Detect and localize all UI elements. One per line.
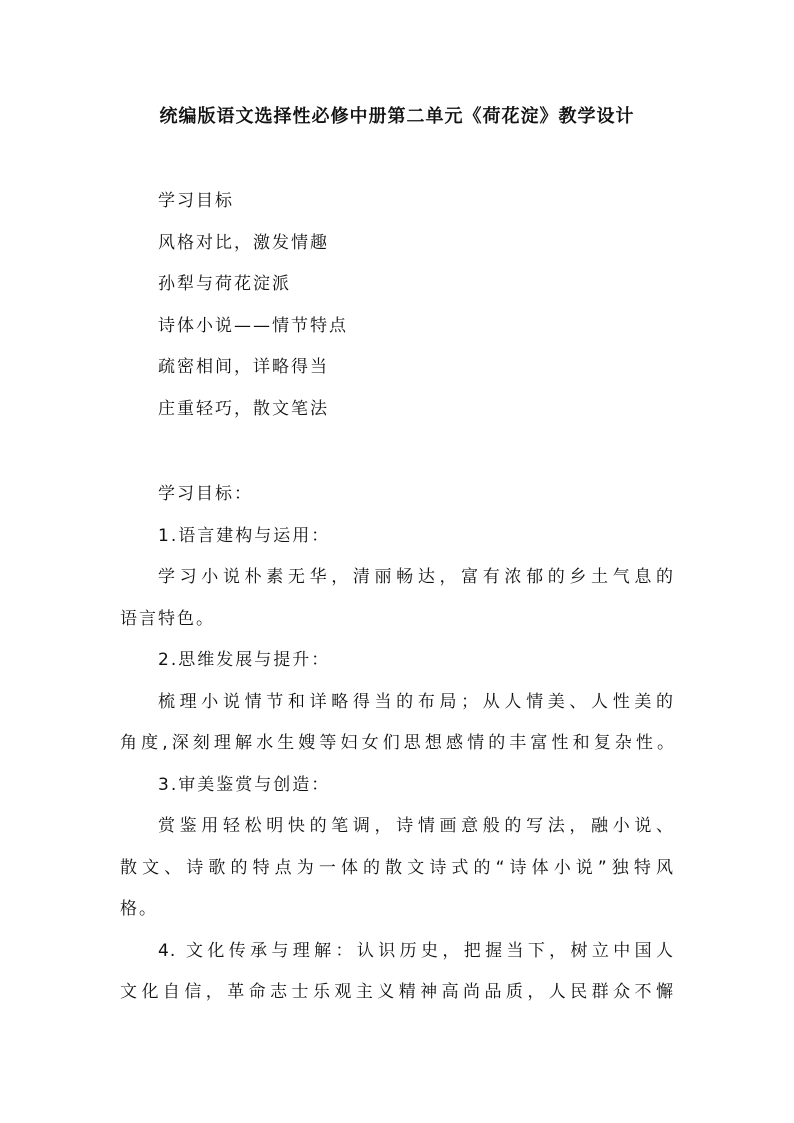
outline-item: 诗体小说——情节特点 — [158, 316, 348, 336]
paragraph-line: 格。 — [120, 899, 158, 919]
outline-item: 风格对比，激发情趣 — [158, 233, 329, 253]
objective-label: 2.思维发展与提升： — [158, 650, 331, 670]
document-title: 统编版语文选择性必修中册第二单元《荷花淀》教学设计 — [159, 106, 635, 127]
outline-item: 庄重轻巧，散文笔法 — [158, 399, 329, 419]
paragraph-line: 语言特色。 — [120, 609, 215, 629]
paragraph-line: 赏鉴用轻松明快的笔调，诗情画意般的写法，融小说、 — [158, 816, 674, 836]
paragraph-line: 角度,深刻理解水生嫂等妇女们思想感情的丰富性和复杂性。 — [120, 733, 674, 753]
paragraph-line: 学习小说朴素无华，清丽畅达，富有浓郁的乡土气息的 — [158, 567, 674, 587]
paragraph-line: 梳理小说情节和详略得当的布局；从人情美、人性美的 — [158, 692, 674, 712]
outline-item: 孙犁与荷花淀派 — [158, 274, 291, 294]
objective-label: 1.语言建构与运用： — [158, 526, 331, 546]
outline-item: 疏密相间，详略得当 — [158, 357, 329, 377]
objectives-heading: 学习目标： — [158, 484, 253, 504]
paragraph-line: 4. 文化传承与理解：认识历史，把握当下，树立中国人 — [158, 941, 674, 961]
objective-label: 3.审美鉴赏与创造： — [158, 775, 331, 795]
outline-heading: 学习目标 — [158, 191, 234, 211]
paragraph-line: 散文、诗歌的特点为一体的散文诗式的“诗体小说”独特风 — [120, 858, 674, 878]
paragraph-line: 文化自信，革命志士乐观主义精神高尚品质，人民群众不懈 — [120, 982, 674, 1002]
